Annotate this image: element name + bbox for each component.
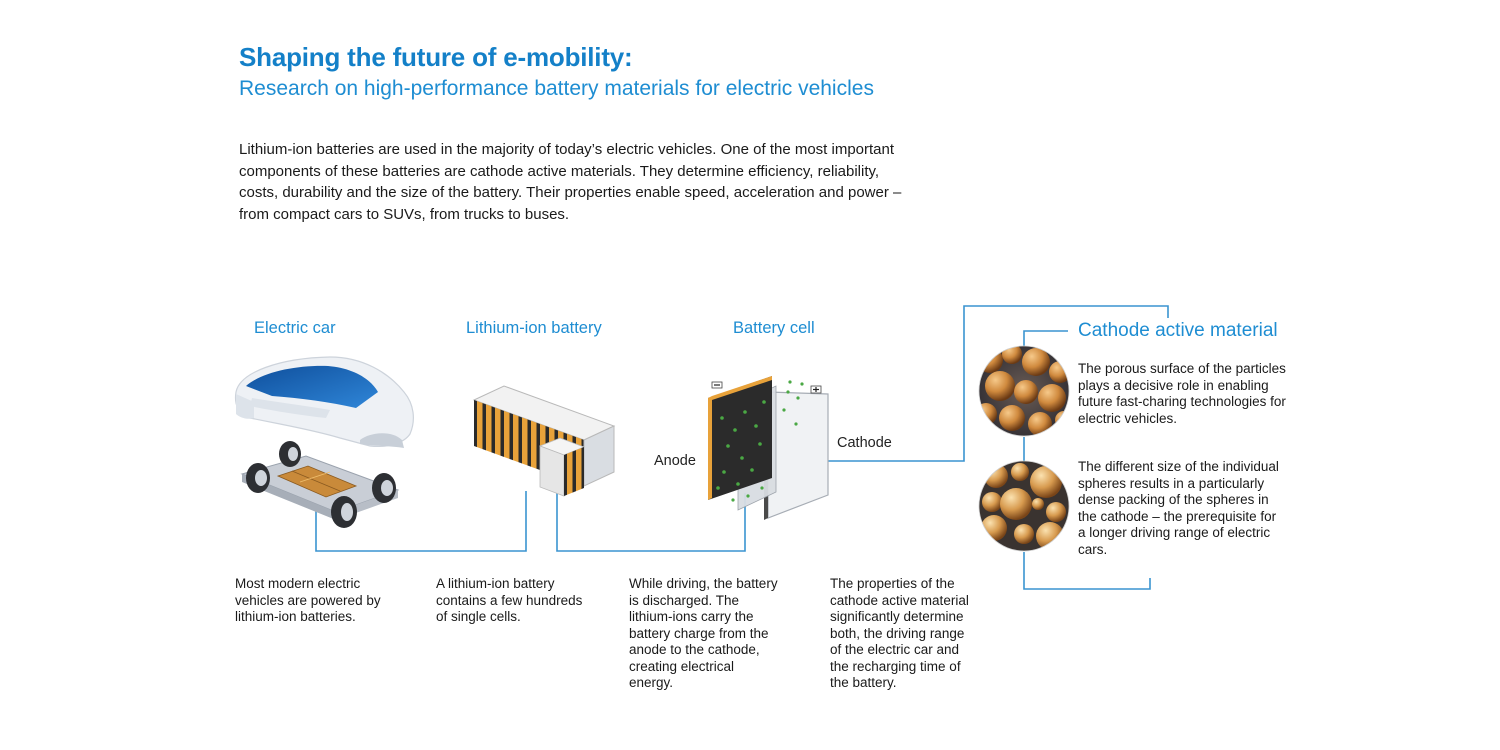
anode-label: Anode xyxy=(654,453,696,469)
stage-label-electric-car: Electric car xyxy=(254,319,336,337)
cam-title: Cathode active material xyxy=(1078,320,1278,341)
electric-car-illustration xyxy=(236,357,414,528)
intro-paragraph: Lithium-ion batteries are used in the majority of today’s electric vehicles. One of the most important components of these batteries are cathode active materials. They determine efficiency, reliability, costs, durability and the size of the battery. Their properties enable speed, acceleration and power – from compact cars to SUVs, from trucks to buses. xyxy=(239,141,902,223)
stage-label-battery-cell: Battery cell xyxy=(733,319,815,337)
caption-electric-car: Most modern electric vehicles are powered by lithium-ion batteries. xyxy=(235,576,381,624)
cathode-label: Cathode xyxy=(837,435,892,451)
caption-lithium-ion-battery: A lithium-ion battery contains a few hundreds of single cells. xyxy=(436,576,583,624)
connector-cam-title xyxy=(1024,331,1068,348)
stage-label-lithium-ion-battery: Lithium-ion battery xyxy=(466,319,602,337)
caption-battery-cell: While driving, the battery is discharged. The lithium-ions carry the battery charge from the anode to the cathode, creating electrical energy. xyxy=(629,576,778,690)
cam-text-porous-surface: The porous surface of the particles plays a decisive role in enabling future fast-charing technologies for electric vehicles. xyxy=(1078,361,1286,426)
caption-cathode: The properties of the cathode active material significantly determine both, the driving range of the electric car and the recharging time of the battery. xyxy=(830,576,969,690)
particle-image-porous xyxy=(975,344,1073,436)
battery-cell-illustration xyxy=(708,376,828,520)
battery-pack-illustration xyxy=(474,386,614,496)
page-subtitle: Research on high-performance battery materials for electric vehicles xyxy=(239,77,874,100)
particle-image-spheres xyxy=(979,461,1069,551)
cam-text-sphere-size: The different size of the individual spheres results in a particularly dense packing of the spheres in the cathode – the prerequisite for a longer driving range of electric cars. xyxy=(1078,459,1279,557)
page-title: Shaping the future of e-mobility: xyxy=(239,42,633,72)
